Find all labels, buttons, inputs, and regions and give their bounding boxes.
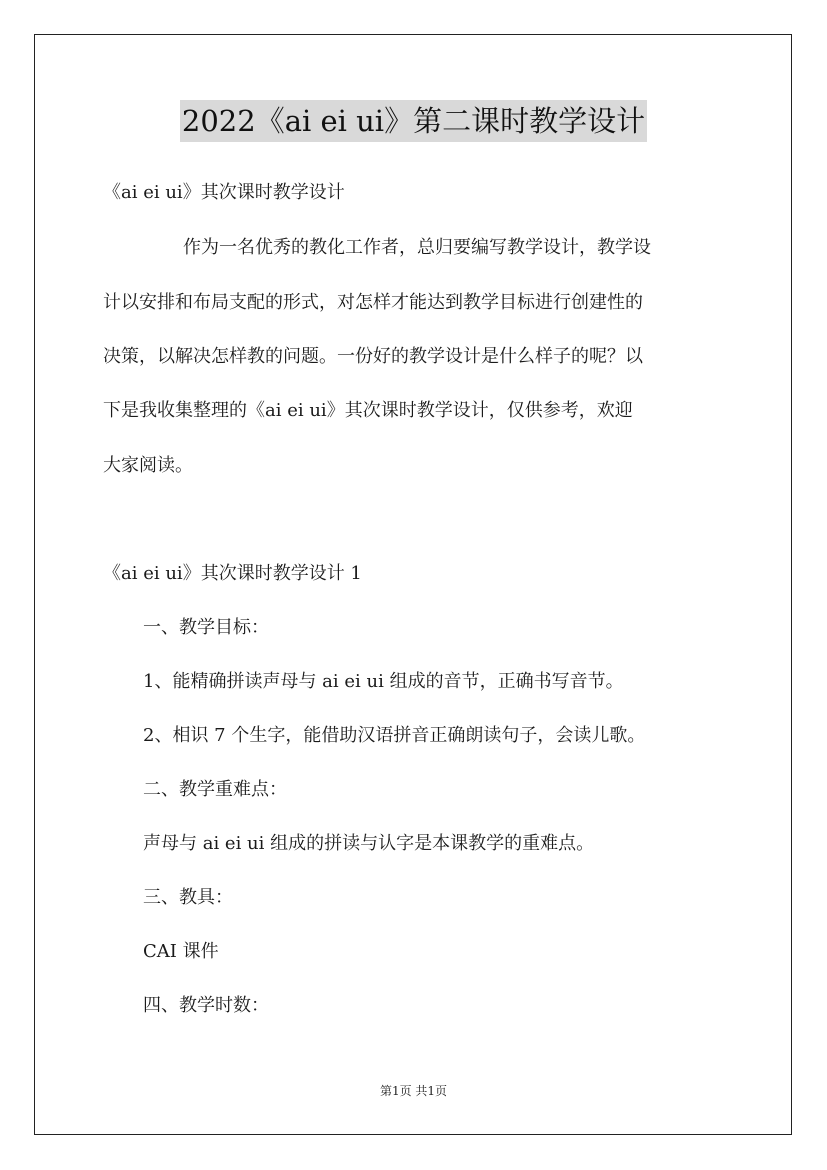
page-number-footer: 第1页 共1页: [379, 1084, 448, 1098]
intro-line-3: 决策，以解决怎样教的问题。一份好的教学设计是什么样子的呢？以: [103, 346, 643, 367]
document-subtitle: 《ai ei ui》其次课时教学设计: [103, 182, 345, 203]
heading-teaching-aids: 三、教具：: [143, 887, 233, 908]
title-container: [0, 100, 827, 142]
heading-teaching-goals: 一、教学目标：: [143, 617, 269, 638]
intro-line-4: 下是我收集整理的《ai ei ui》其次课时教学设计，仅供参考，欢迎: [103, 400, 633, 421]
heading-class-hours: 四、教学时数：: [143, 995, 269, 1016]
intro-line-5: 大家阅读。: [103, 455, 193, 476]
document-title: 2022《ai ei ui》第二课时教学设计: [180, 100, 647, 142]
goal-item-2: 2、相识 7 个生字，能借助汉语拼音正确朗读句子，会读儿歌。: [143, 725, 646, 746]
key-points-text: 声母与 ai ei ui 组成的拼读与认字是本课教学的重难点。: [143, 833, 595, 854]
goal-item-1: 1、能精确拼读声母与 ai ei ui 组成的音节，正确书写音节。: [143, 671, 624, 692]
intro-line-2: 计以安排和布局支配的形式，对怎样才能达到教学目标进行创建性的: [103, 292, 643, 313]
heading-key-points: 二、教学重难点：: [143, 779, 287, 800]
intro-line-1: 作为一名优秀的教化工作者，总归要编写教学设计，教学设: [183, 237, 651, 258]
section-heading: 《ai ei ui》其次课时教学设计 1: [103, 563, 362, 584]
teaching-aids-text: CAI 课件: [143, 941, 219, 962]
